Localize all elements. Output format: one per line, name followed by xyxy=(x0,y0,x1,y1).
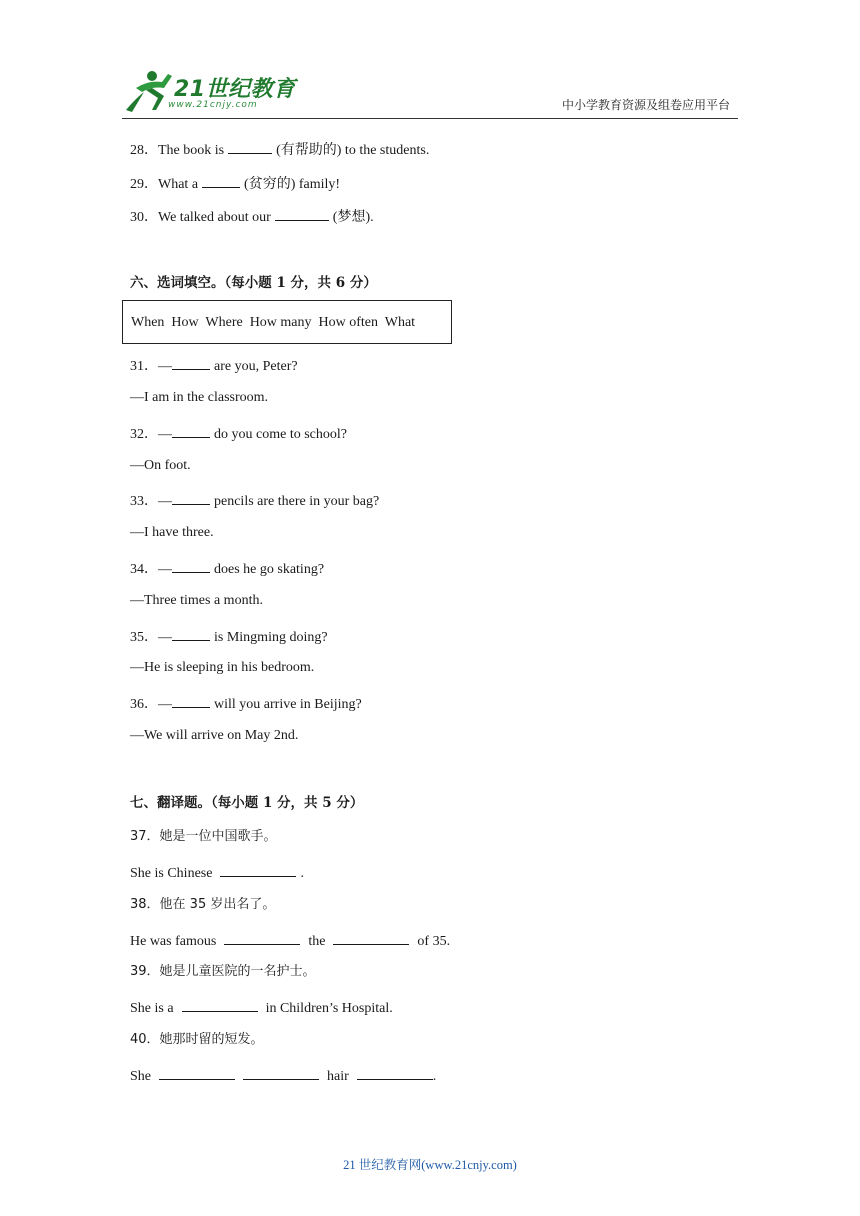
question-text: do you come to school? xyxy=(214,427,347,442)
question-hint: (梦想). xyxy=(332,210,374,225)
question-33 xyxy=(130,490,379,511)
answer-text: She is a xyxy=(130,1001,174,1016)
answer-31: —I am in the classroom. xyxy=(130,390,269,405)
header-divider xyxy=(122,118,738,119)
runner-logo-icon xyxy=(122,68,174,114)
logo-url: www.21cnjy.com xyxy=(168,100,258,110)
question-32 xyxy=(130,423,347,444)
answer-text: hair xyxy=(327,1069,349,1084)
word-bank-box xyxy=(122,300,452,344)
question-37-prompt: 37．她是一位中国歌手。 xyxy=(130,829,277,844)
question-36 xyxy=(130,693,362,714)
question-38-answer-line xyxy=(130,930,450,951)
question-40-answer-line xyxy=(130,1065,436,1086)
answer-blank[interactable] xyxy=(172,423,210,438)
question-text: does he go skating? xyxy=(214,562,325,577)
answer-blank[interactable] xyxy=(172,558,210,573)
section-7-title: 七、翻译题。（每小题 1 分，共 5 分） xyxy=(130,795,364,811)
page-footer: 21 世纪教育网(www.21cnjy.com) xyxy=(343,1158,517,1172)
answer-text: She xyxy=(130,1069,151,1084)
question-39-prompt: 39．她是儿童医院的一名护士。 xyxy=(130,964,316,979)
question-number: 28． xyxy=(130,143,158,158)
section-6-title: 六、选词填空。（每小题 1 分，共 6 分） xyxy=(130,275,377,291)
question-38-prompt: 38．他在 35 岁出名了。 xyxy=(130,897,276,912)
answer-text: He was famous xyxy=(130,934,217,949)
answer-35: —He is sleeping in his bedroom. xyxy=(130,660,315,675)
answer-blank[interactable] xyxy=(220,862,296,877)
question-number: 31．— xyxy=(130,359,172,374)
answer-blank[interactable] xyxy=(172,626,210,641)
answer-blank[interactable] xyxy=(357,1065,433,1080)
question-number: 29． xyxy=(130,177,158,192)
question-31 xyxy=(130,355,298,376)
answer-32: —On foot. xyxy=(130,458,191,473)
question-number: 30． xyxy=(130,210,158,225)
answer-blank[interactable] xyxy=(224,930,300,945)
answer-blank[interactable] xyxy=(172,693,210,708)
question-text: pencils are there in your bag? xyxy=(214,494,380,509)
question-text: What a xyxy=(158,177,199,192)
question-28 xyxy=(130,139,429,160)
question-number: 35．— xyxy=(130,630,172,645)
answer-text: She is Chinese xyxy=(130,866,213,881)
answer-36: —We will arrive on May 2nd. xyxy=(130,728,299,743)
question-34 xyxy=(130,558,324,579)
answer-blank[interactable] xyxy=(172,490,210,505)
word-bank: When How Where How many How often What xyxy=(131,315,416,330)
logo xyxy=(122,68,296,116)
question-29 xyxy=(130,173,340,194)
answer-34: —Three times a month. xyxy=(130,593,263,608)
answer-33: —I have three. xyxy=(130,525,214,540)
answer-blank[interactable] xyxy=(275,206,329,221)
question-hint: (贫穷的) family! xyxy=(244,177,341,192)
question-number: 32．— xyxy=(130,427,172,442)
answer-blank[interactable] xyxy=(333,930,409,945)
answer-text: . xyxy=(432,1069,437,1084)
page-header xyxy=(0,0,860,120)
answer-blank[interactable] xyxy=(202,173,240,188)
question-hint: (有帮助的) to the students. xyxy=(276,143,430,158)
platform-name: 中小学教育资源及组卷应用平台 xyxy=(561,98,730,112)
question-35 xyxy=(130,626,328,647)
answer-text: . xyxy=(300,866,304,881)
answer-blank[interactable] xyxy=(159,1065,235,1080)
answer-blank[interactable] xyxy=(228,139,272,154)
question-text: The book is xyxy=(158,143,225,158)
answer-blank[interactable] xyxy=(182,997,258,1012)
question-number: 33．— xyxy=(130,494,172,509)
question-30 xyxy=(130,206,374,227)
answer-blank[interactable] xyxy=(172,355,210,370)
question-39-answer-line xyxy=(130,997,393,1018)
question-text: will you arrive in Beijing? xyxy=(214,697,362,712)
answer-blank[interactable] xyxy=(243,1065,319,1080)
question-text: are you, Peter? xyxy=(214,359,298,374)
question-40-prompt: 40．她那时留的短发。 xyxy=(130,1032,264,1047)
answer-text: the xyxy=(308,934,326,949)
question-text: We talked about our xyxy=(158,210,271,225)
answer-text: in Children’s Hospital. xyxy=(265,1001,393,1016)
question-number: 36．— xyxy=(130,697,172,712)
question-37-answer-line xyxy=(130,862,304,883)
question-text: is Mingming doing? xyxy=(214,630,328,645)
question-number: 34．— xyxy=(130,562,172,577)
logo-text: 21世纪教育 xyxy=(174,77,296,102)
answer-text: of 35. xyxy=(417,934,451,949)
